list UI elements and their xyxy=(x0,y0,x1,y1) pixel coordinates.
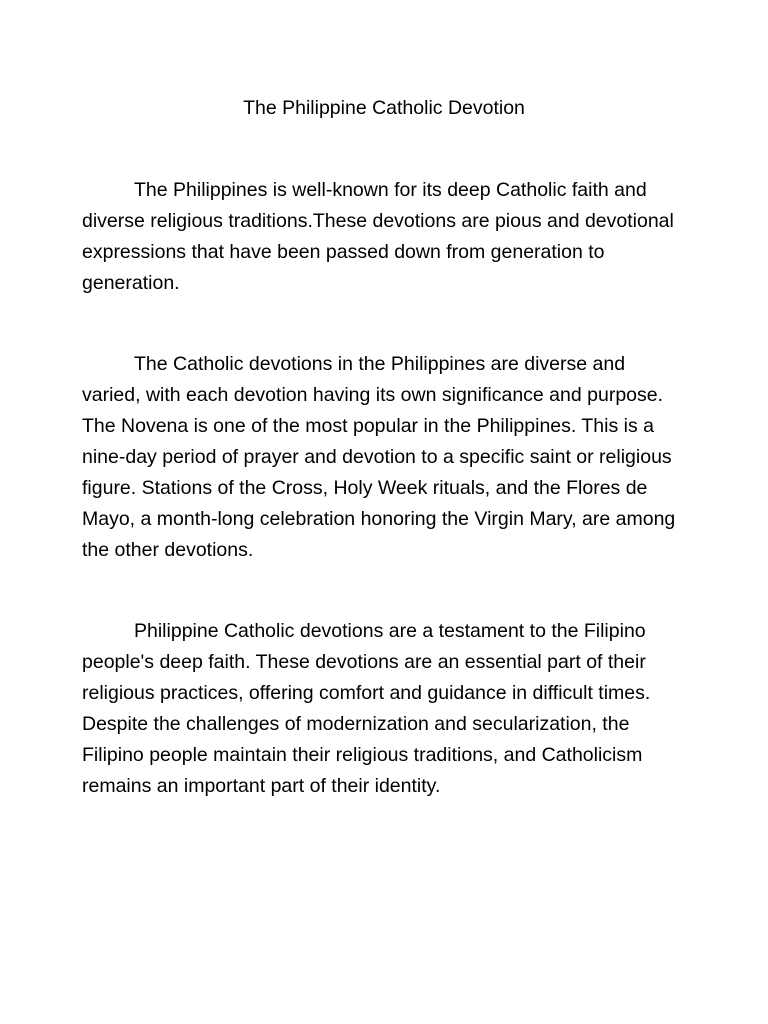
paragraph-introduction: The Philippines is well-known for its deep Catholic faith and diverse religious traditions.These devotions are pious and devotional expressions that have been passed down from generation to generation. xyxy=(82,179,674,294)
paragraph-devotions: The Catholic devotions in the Philippines are diverse and varied, with each devotion having its own significance and purpose. The Novena is one of the most popular in the Philippines. This is a nine-day period of prayer and devotion to a specific saint or religious figure. Stations of the Cross, Holy Week rituals, and the Flores de Mayo, a month-long celebration honoring the Virgin Mary, are among the other devotions. xyxy=(82,353,676,561)
paragraph-conclusion: Philippine Catholic devotions are a testament to the Filipino people's deep faith. These devotions are an essential part of their religious practices, offering comfort and guidance in difficult times. Despite the challenges of modernization and secularization, the Filipino people maintain their religious traditions, and Catholicism remains an important part of their identity. xyxy=(82,620,651,797)
document-title: The Philippine Catholic Devotion xyxy=(243,97,525,119)
